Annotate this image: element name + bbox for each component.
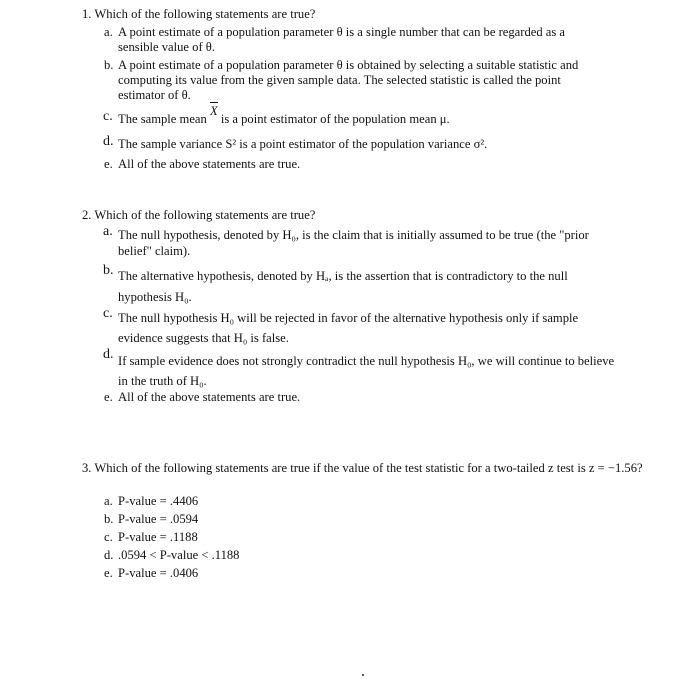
q2-option-c-letter: c.	[103, 306, 113, 321]
q2-option-a-letter: a.	[103, 224, 113, 239]
q2-option-e-text: All of the above statements are true.	[118, 390, 301, 404]
q3-option-a-text: P-value = .4406	[118, 494, 199, 508]
q3-option-a-letter: a.	[104, 494, 113, 508]
q3-stem-text: Which of the following statements are true if the value of the test statistic for a two-tailed z test is z = −1.56?	[94, 461, 643, 475]
q1-option-a-text: A point estimate of a population parameter θ is a single number that can be regarded as a sensible value of θ.	[118, 25, 566, 54]
q1-option-e-text: All of the above statements are true.	[118, 157, 301, 171]
q1-option-a-letter: a.	[104, 25, 113, 39]
q2-stem-text: Which of the following statements are true?	[94, 208, 316, 222]
q3-option-b-text: P-value = .0594	[118, 512, 199, 526]
q1-option-c-letter: c.	[103, 109, 113, 124]
q2-option-d-letter: d.	[103, 347, 114, 362]
q1-stem	[82, 7, 315, 22]
q3-option-e-text: P-value = .0406	[118, 566, 199, 580]
q3-option-d-text: .0594 < P-value < .1188	[118, 548, 240, 562]
q2-option-e-letter: e.	[104, 390, 113, 404]
q3-option-c-text: P-value = .1188	[118, 530, 198, 544]
q1-option-c-post: is a point estimator of the population mean μ.	[220, 112, 450, 126]
q2-option-d-text: If sample evidence does not strongly contradict the null hypothesis H₀, we will continue to believe in the truth of H₀.	[118, 354, 615, 388]
q1-option-b-letter: b.	[104, 58, 114, 72]
page-dot-mark	[362, 674, 364, 676]
q1-number: 1.	[82, 7, 92, 21]
q3-option-c-letter: c.	[104, 530, 113, 544]
q2-option-b-text: The alternative hypothesis, denoted by Hₐ, is the assertion that is contradictory to the null hypothesis H₀.	[118, 269, 568, 304]
q1-option-e-letter: e.	[104, 157, 113, 171]
q1-option-c-pre: The sample mean	[118, 112, 207, 126]
q1-option-d-text: The sample variance S² is a point estimator of the population variance σ².	[118, 137, 488, 151]
q1-option-c-text	[118, 104, 450, 127]
q2-stem	[82, 208, 315, 223]
q1-option-d-letter: d.	[103, 134, 114, 149]
q3-option-e-letter: e.	[104, 566, 113, 580]
q2-option-b-letter: b.	[103, 263, 114, 278]
q2-number: 2.	[82, 208, 92, 222]
q3-stem	[82, 460, 652, 476]
q2-option-a-text: The null hypothesis, denoted by H₀, is the claim that is initially assumed to be true (the "prior belief" claim).	[118, 228, 589, 258]
q1-option-b-text: A point estimate of a population parameter θ is obtained by selecting a suitable statistic and computing its value from the given sample data. The selected statistic is called the point estimator of θ.	[118, 58, 579, 102]
q3-option-b-letter: b.	[104, 512, 114, 526]
q3-option-d-letter: d.	[104, 548, 114, 562]
q2-option-c-text: The null hypothesis H₀ will be rejected in favor of the alternative hypothesis only if sample evidence suggests that H₀ is false.	[118, 311, 579, 345]
q3-number: 3.	[82, 461, 92, 475]
q1-stem-text: Which of the following statements are true?	[94, 7, 316, 21]
x-bar-symbol: X	[209, 104, 218, 118]
